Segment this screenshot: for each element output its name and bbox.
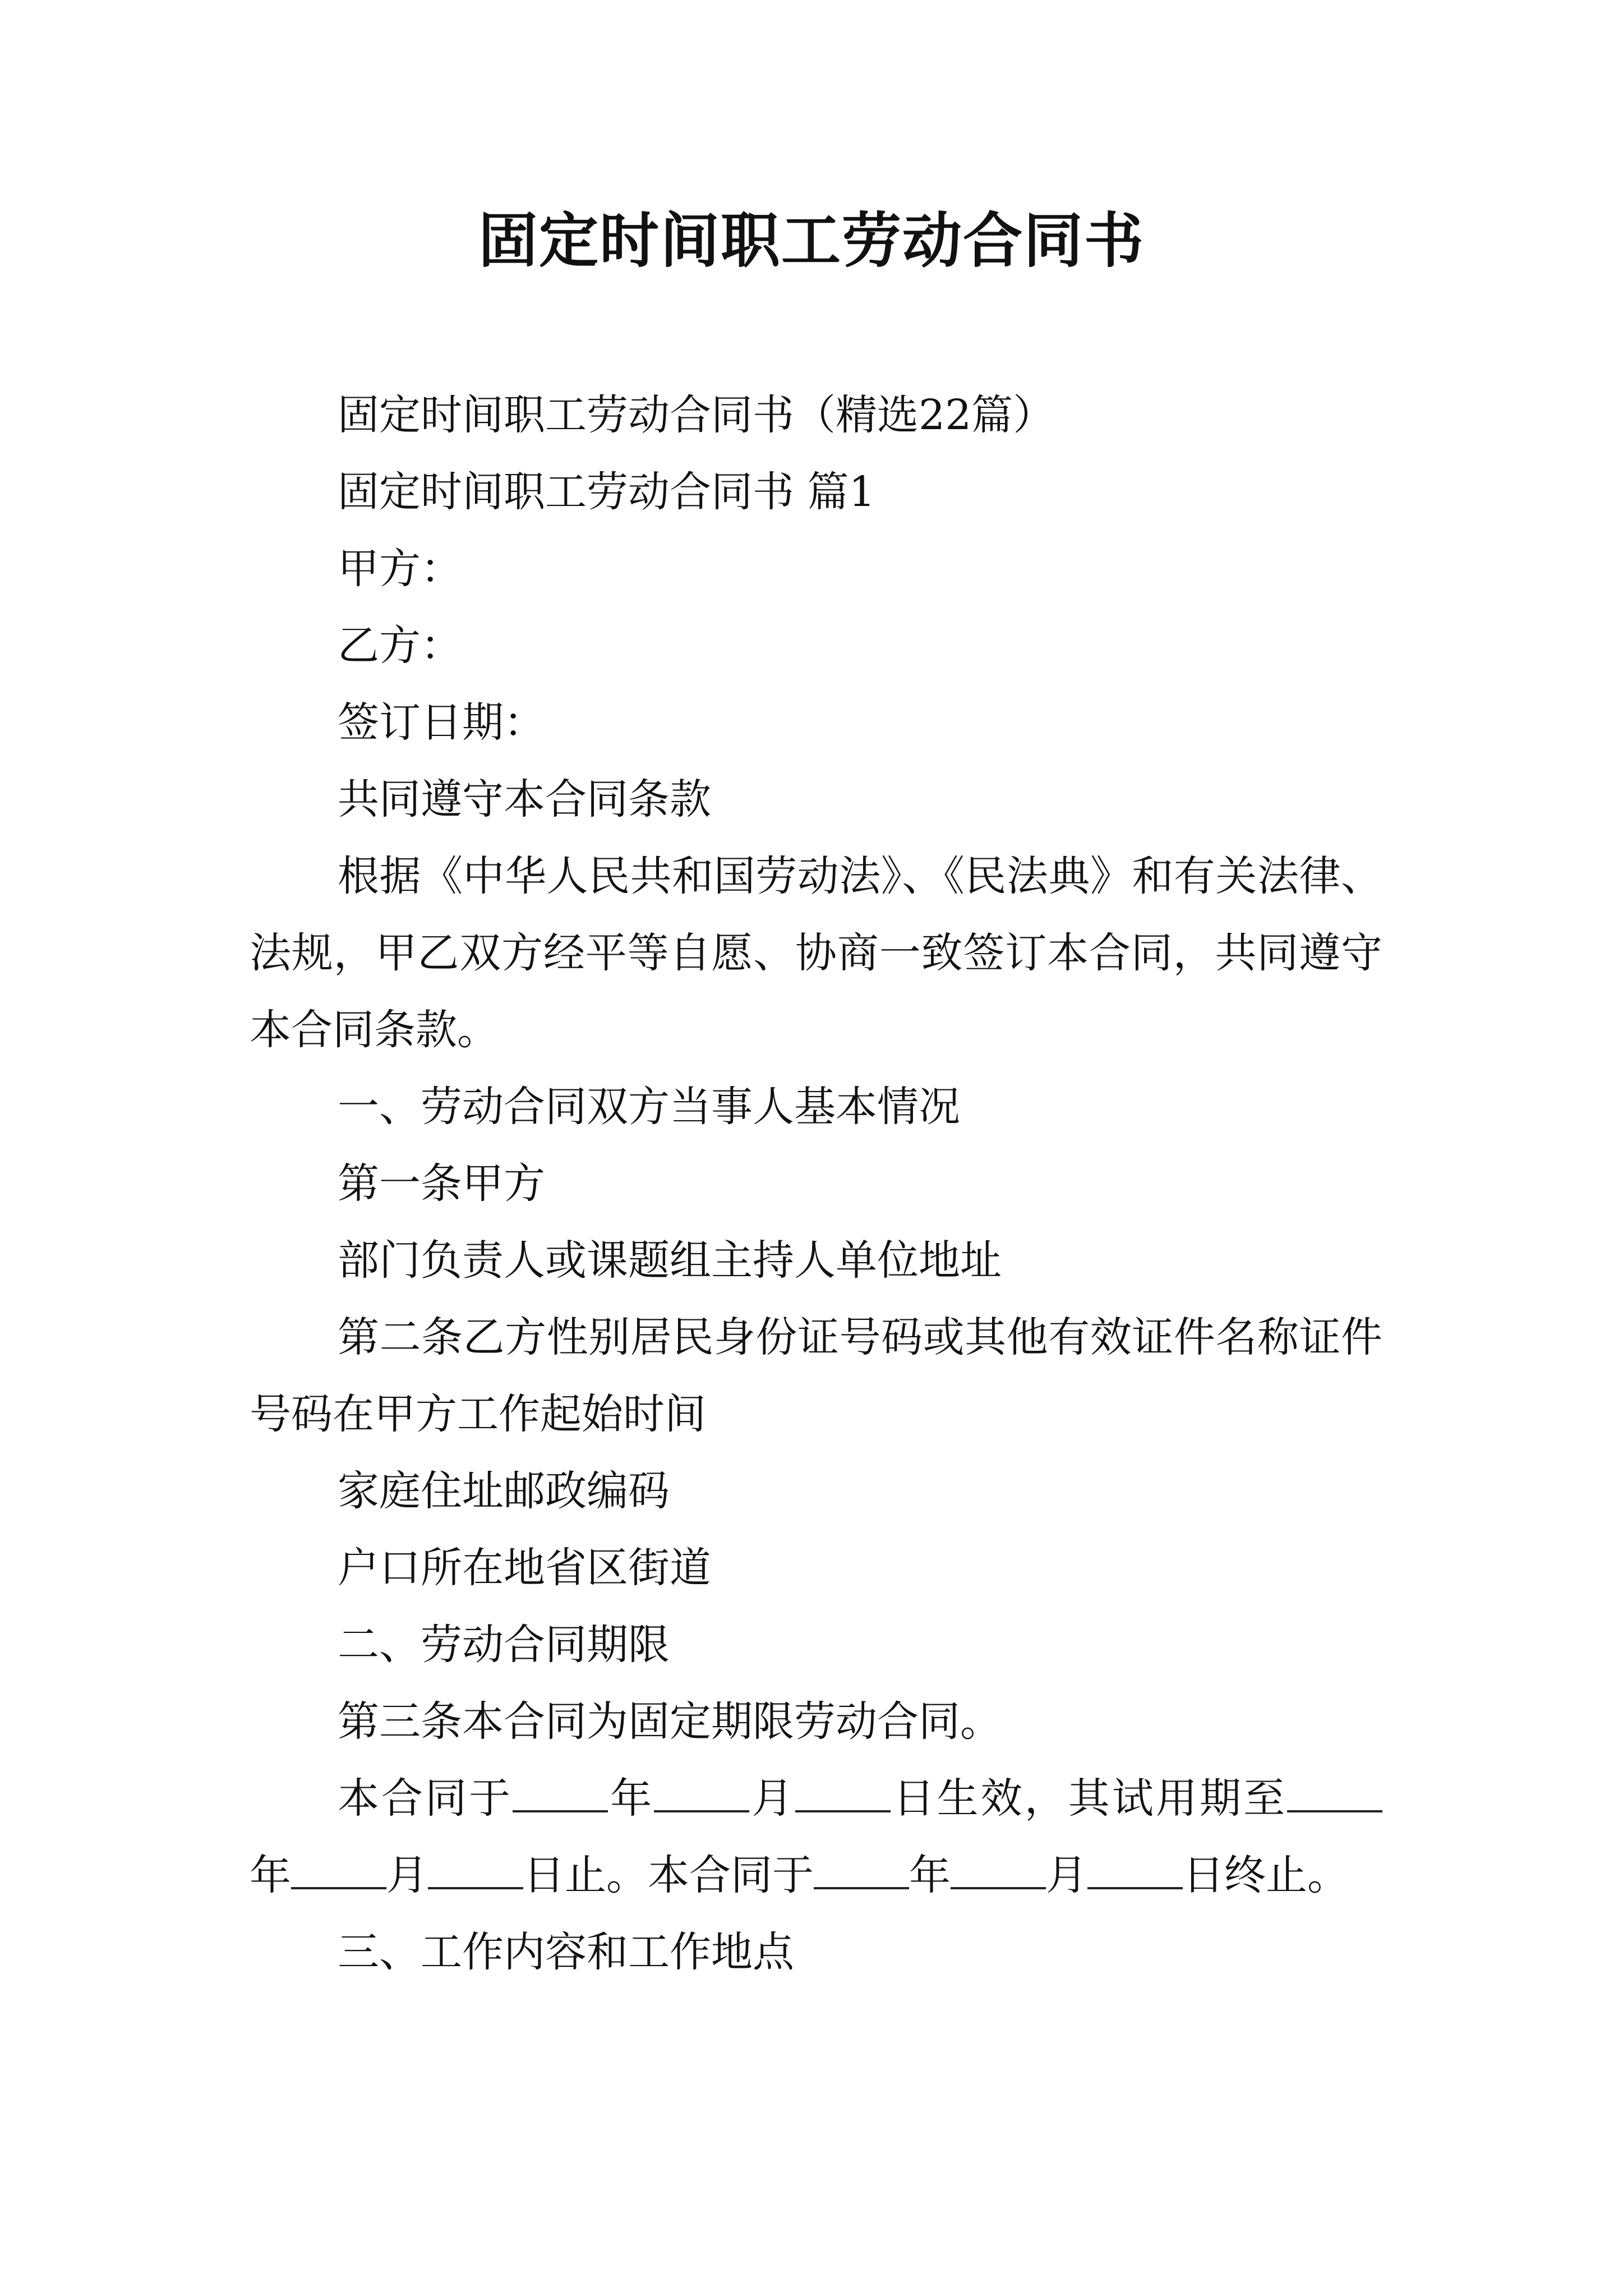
term-year-3: 年 <box>909 1851 951 1899</box>
blank-trial-day[interactable] <box>428 1852 523 1889</box>
term-clause <box>250 1760 1382 1914</box>
blank-start-month[interactable] <box>654 1775 749 1812</box>
term-terminate: 日终止。 <box>1183 1851 1349 1899</box>
article-two-hukou: 户口所在地省区街道 <box>338 1544 711 1592</box>
paragraph-basis: 根据《中华人民共和国劳动法》、《民法典》和有关法律、法规，甲乙双方经平等自愿、协商一致签订本合同，共同遵守本合同条款。 <box>250 852 1382 1054</box>
term-year-2: 年 <box>250 1851 291 1899</box>
blank-start-year[interactable] <box>513 1775 608 1812</box>
article-two: 第二条乙方性别居民身份证号码或其他有效证件名称证件号码在甲方工作起始时间 <box>250 1313 1382 1438</box>
term-lead: 本合同于 <box>338 1774 513 1823</box>
article-one: 第一条甲方 <box>338 1159 545 1208</box>
blank-end-month[interactable] <box>951 1852 1046 1889</box>
term-month-1: 月 <box>749 1774 796 1823</box>
term-year-1: 年 <box>608 1774 654 1823</box>
article-three: 第三条本合同为固定期限劳动合同。 <box>338 1697 1002 1746</box>
blank-end-year[interactable] <box>814 1852 909 1889</box>
paragraph-party-b: 乙方： <box>338 622 462 670</box>
term-effective: 日生效，其试用期至 <box>891 1774 1288 1823</box>
article-two-address: 家庭住址邮政编码 <box>338 1467 670 1515</box>
paragraph-subtitle: 固定时间职工劳动合同书（精选22篇） <box>338 391 1055 439</box>
blank-start-day[interactable] <box>795 1775 891 1812</box>
blank-end-day[interactable] <box>1087 1852 1183 1889</box>
document-body <box>250 377 1382 1991</box>
section-three-heading: 三、工作内容和工作地点 <box>338 1928 794 1976</box>
term-month-3: 月 <box>1046 1851 1087 1899</box>
article-one-detail: 部门负责人或课题组主持人单位地址 <box>338 1236 1002 1285</box>
term-end-trial: 日止。本合同于 <box>523 1851 814 1899</box>
term-month-2: 月 <box>386 1851 428 1899</box>
paragraph-comply: 共同遵守本合同条款 <box>338 775 711 823</box>
blank-trial-year[interactable] <box>1287 1775 1382 1812</box>
section-one-heading: 一、劳动合同双方当事人基本情况 <box>338 1083 960 1131</box>
paragraph-party-a: 甲方： <box>338 545 462 593</box>
paragraph-part-heading: 固定时间职工劳动合同书 篇1 <box>338 468 875 516</box>
paragraph-sign-date: 签订日期： <box>338 698 545 747</box>
section-two-heading: 二、劳动合同期限 <box>338 1621 670 1669</box>
blank-trial-month[interactable] <box>291 1852 386 1889</box>
document-title: 固定时间职工劳动合同书 <box>478 206 1145 275</box>
